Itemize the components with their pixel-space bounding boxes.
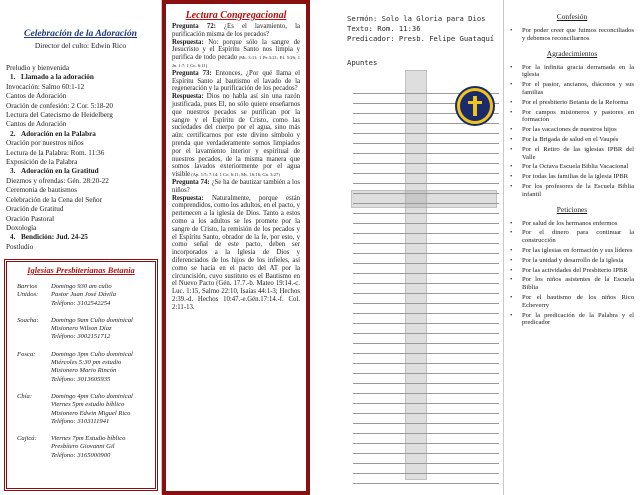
church-detail-line: Pastor Juan José Dávila xyxy=(51,291,117,299)
prayer-sections xyxy=(510,12,634,327)
church-detail-line: Domingo 4pm Culto dominical xyxy=(51,392,133,400)
prayer-item xyxy=(510,99,634,107)
worship-director: Director del culto: Edwin Rico xyxy=(34,41,127,50)
order-item: Invocación: Salmo 60:1-12 xyxy=(6,82,85,91)
order-item: Preludio y bienvenida xyxy=(6,64,70,72)
church-detail-line: Presbítero Giovanni Gil xyxy=(51,443,115,451)
sermon-text: Texto: Rom. 11:36 xyxy=(347,24,421,33)
bullet-icon: • xyxy=(510,126,513,134)
qa-text: ¿Se ha de bautizar también a los niños? xyxy=(172,178,300,194)
prayer-item-text: Por salud de los hermanos enfermos xyxy=(522,219,618,227)
prayer-item-text: Por el Retiro de las iglesias IPBR del Valle xyxy=(522,145,634,161)
qa-paragraph xyxy=(172,93,300,179)
prayer-item xyxy=(510,257,634,265)
church-seal-icon xyxy=(455,86,495,126)
notes-lines xyxy=(353,84,499,488)
order-item: Exposición de la Palabra xyxy=(6,158,78,167)
order-section-heading xyxy=(6,233,155,242)
sermon-info xyxy=(347,14,495,44)
prayer-item-text: Por la unidad y desarrollo de la iglesia xyxy=(522,256,624,264)
qa-text: No: porque sólo la sangre de Jesucristo y el Espíritu Santo nos limpia y purifica de todo pecado xyxy=(172,38,300,62)
bullet-icon: • xyxy=(510,246,513,254)
order-item: Postludio xyxy=(6,242,34,251)
qa-label: Respuesta: xyxy=(172,194,204,202)
churches-title: Iglesias Presbiterianas Betania xyxy=(27,266,135,275)
qa-label: Pregunta 72: xyxy=(172,23,216,30)
church-detail-line: Teléfono: 3013605935 xyxy=(51,375,111,383)
church-place: Chía: xyxy=(17,392,33,400)
church-details xyxy=(51,351,151,384)
prayer-list xyxy=(510,27,634,43)
prayer-item xyxy=(510,220,634,228)
prayer-item-text: Por campos misioneros y pastores en formación xyxy=(522,108,634,124)
qa-paragraph xyxy=(172,70,300,93)
church-entry xyxy=(11,283,151,308)
bullet-icon: • xyxy=(510,81,513,89)
qa-paragraph xyxy=(172,179,300,195)
qa-label: Respuesta: xyxy=(172,93,204,101)
order-item: Oración de Gratitud xyxy=(6,205,64,214)
prayer-item-text: Por el pastor, ancianos, diáconos y sus familias xyxy=(522,81,634,96)
prayer-section-title: Agradecimientos xyxy=(546,48,598,58)
order-item: Doxología xyxy=(6,223,37,232)
qa-paragraph xyxy=(172,39,300,70)
order-item: Lectura de la Palabra: Rom. 11:36 xyxy=(6,148,105,157)
prayer-item-text: Por las vacaciones de nuestros hijos xyxy=(522,126,617,134)
church-details xyxy=(51,283,151,308)
church-place: Barrios Unidos: xyxy=(17,283,39,299)
prayer-item-text: Por el presbiterio Betania de la Reforma xyxy=(522,98,629,106)
church-place: Soacha: xyxy=(17,316,39,324)
bullet-icon: • xyxy=(510,311,513,319)
order-item: Oración por nuestros niños xyxy=(6,139,84,148)
qa-reference: (Mt. 3:11; 1 Pe.3:21; Ef. 5:26; 1 Jn. 1:7; 1 Co. 6:11) xyxy=(172,55,300,68)
prayer-item xyxy=(510,163,634,171)
qa-label: Pregunta 74: xyxy=(172,178,210,186)
order-item: Lectura del Catecismo de Heidelberg xyxy=(6,111,113,120)
order-item: Cantos de Adoración xyxy=(6,92,67,101)
bullet-icon: • xyxy=(510,256,513,264)
prayer-item xyxy=(510,146,634,162)
prayer-item xyxy=(510,109,634,125)
bullet-icon: • xyxy=(510,293,513,301)
prayer-item xyxy=(510,276,634,292)
church-place: Fosca: xyxy=(17,350,36,358)
worship-title: Celebración de la Adoración xyxy=(24,28,137,39)
prayer-item xyxy=(510,229,634,245)
church-place: Cajicá: xyxy=(17,435,37,443)
churches-box xyxy=(4,259,158,491)
order-item: Diezmos y ofrendas: Gén. 28:20-22 xyxy=(6,176,109,185)
sermon-notes-panel xyxy=(333,0,503,495)
prayer-item-text: Por todas las familias de la iglesia IPBR xyxy=(522,173,629,181)
qa-text: Dios no habla así sin una razón justificada, pues El, no sólo quiere enseñarnos que nuestros pecados se purifican por la sangre y el Espíritu de Cristo, como las suciedades del cuerpo por el agua, sino más aún: certificarnos por este divino símbolo y prenda que verdaderamente somos limpiados por el lavamiento interior y espiritual de nuestros pecados, de la misma manera que somos lavados exteriormente por el agua visible xyxy=(172,93,300,179)
prayer-item-text: Por poder creer que fuimos reconciliados y debemos reconciliarnos xyxy=(522,27,634,42)
prayer-item-text: Por los niños asistentes de la Escuela Biblia xyxy=(522,276,634,292)
prayer-panel xyxy=(503,0,640,495)
prayer-item xyxy=(510,136,634,144)
bullet-icon: • xyxy=(510,145,513,153)
prayer-item xyxy=(510,27,634,43)
church-entry xyxy=(11,435,151,460)
bullet-icon: • xyxy=(510,229,513,237)
qa-label: Respuesta: xyxy=(172,38,204,46)
prayer-item xyxy=(510,173,634,181)
prayer-item-text: Por los profesores de la Escuela Biblia infantil xyxy=(522,182,634,198)
church-detail-line: Viernes 7pm Estudio bíblico xyxy=(51,435,126,443)
order-section-number: 4. xyxy=(10,233,16,242)
catechism-qa xyxy=(172,23,300,311)
order-section-heading xyxy=(6,130,155,139)
order-section-label: Llamado a la adoración xyxy=(21,73,94,82)
prayer-item xyxy=(510,312,634,328)
church-detail-line: Domingo 930 am culto xyxy=(51,283,112,290)
prayer-item-text: Por la predicación de la Palabra y el predicador xyxy=(522,311,634,327)
prayer-item xyxy=(510,81,634,97)
bullet-icon: • xyxy=(510,219,513,227)
bullet-icon: • xyxy=(510,108,513,116)
bullet-icon: • xyxy=(510,163,513,171)
bullet-icon: • xyxy=(510,266,513,274)
bullet-icon: • xyxy=(510,98,513,106)
church-entry xyxy=(11,393,151,426)
prayer-section-title: Confesión xyxy=(556,12,588,21)
prayer-item-text: Por la Octava Escuela Biblia Vacacional xyxy=(522,163,629,171)
church-detail-line: Domingo 9am Culto dominical xyxy=(51,316,133,324)
church-list xyxy=(11,283,151,460)
prayer-item xyxy=(510,267,634,275)
qa-text: Naturalmente, porque están comprendidos, como los adultos, en el pacto, y pertenecen a la iglesia de Dios. Tanto a estos como a los adultos se les promete por la sangre de Cristo, la remisión de los pecados y el Espíritu Santo, obrador de la fe, por esto, y como señal de este pacto, deben ser incorporados a la Iglesia de Dios y diferenciados de los hijos de los infieles, así como se hacía en el pacto del AT por la circuncisión, cuyo sustituto es el Bautismo en el Nuevo Pacto (Gén. 17.7.-b. Mateo 19:14.-c. Luc. 1:15, Salmo 22:10, Isaías 44:1-3; Hechos 2:39.-d. Hechos 10:47.-e.Gén.17:14.-f. Col. 2:11-13. xyxy=(172,194,300,311)
congregational-reading-panel xyxy=(162,0,310,495)
prayer-section-title: Peticiones xyxy=(556,204,588,214)
qa-text: Entonces, ¿Por qué llama el Espíritu Santo al bautismo el lavado de la regeneración y la purificación de los pecados? xyxy=(172,69,300,93)
church-details xyxy=(51,317,151,342)
prayer-item xyxy=(510,126,634,134)
bullet-icon: • xyxy=(510,182,513,190)
qa-reference: (Ap. 1:5; 7:14; 1 Co. 6:11; Mc. 16:16; Gá. 3:27) xyxy=(190,172,280,178)
prayer-item-text: Por las actividades del Presbiterio IPBR xyxy=(522,266,628,274)
worship-order-panel xyxy=(0,0,162,495)
order-item: Oración de confesión: 2 Cor. 5:18-20 xyxy=(6,101,113,110)
bullet-icon: • xyxy=(510,276,513,284)
prayer-item-text: Por la infinita gracia derramada en la iglesia xyxy=(522,63,634,79)
church-detail-line: Domingo 3pm Culto dominical xyxy=(51,350,133,358)
order-item: Oración Pastoral xyxy=(6,214,55,223)
prayer-list xyxy=(510,64,634,199)
prayer-item-text: Por la Brigada de salud en el Vaupés xyxy=(522,135,619,143)
prayer-item-text: Por el dinero para continuar la construcción xyxy=(522,229,634,245)
church-detail-line: Misionero Wilson Díaz xyxy=(51,325,112,333)
church-detail-line: Teléfono: 3165000900 xyxy=(51,451,111,459)
order-section-heading xyxy=(6,73,155,82)
church-details xyxy=(51,393,151,426)
bullet-icon: • xyxy=(510,135,513,143)
church-detail-line: Viernes 5pm estudio bíblico xyxy=(51,401,125,409)
sermon-title: Sermón: Solo la Gloria para Dios xyxy=(347,14,486,23)
order-item: Cantos de Adoración xyxy=(6,120,67,129)
church-detail-line: Teléfono: 3002151712 xyxy=(51,333,111,341)
bullet-icon: • xyxy=(510,63,513,71)
reading-title: Lectura Congregacional xyxy=(185,10,287,21)
church-detail-line: Misionero Edwin Miguel Rico xyxy=(51,409,131,417)
order-section-label: Bendición: Jud. 24-25 xyxy=(21,233,88,242)
qa-label: Pregunta 73: xyxy=(172,69,212,77)
church-detail-line: Misionero Mario Rincón xyxy=(51,367,117,375)
church-detail-line: Teléfono: 3103111941 xyxy=(51,417,110,425)
church-entry xyxy=(11,317,151,342)
qa-paragraph xyxy=(172,195,300,312)
order-section-number: 1. xyxy=(10,73,16,82)
bullet-icon: • xyxy=(510,173,513,181)
prayer-item xyxy=(510,247,634,255)
order-item: Celebración de la Cena del Señor xyxy=(6,195,102,204)
order-section-number: 2. xyxy=(10,129,16,138)
church-details xyxy=(51,435,151,460)
prayer-item-text: Por el bautismo de los niños Rico Echeverry xyxy=(522,293,634,309)
prayer-item xyxy=(510,64,634,80)
qa-text: ¿Es el lavamiento, la purificación misma de los pecados? xyxy=(172,23,300,38)
order-item: Ceremonia de bautismos xyxy=(6,186,78,195)
church-detail-line: Miércoles 5:30 pm estudio xyxy=(51,359,122,367)
order-section-number: 3. xyxy=(10,167,16,176)
church-entry xyxy=(11,351,151,384)
church-detail-line: Teléfono: 3102542254 xyxy=(51,299,111,307)
prayer-item-text: Por las iglesias en formación y sus líderes xyxy=(522,246,633,254)
prayer-list xyxy=(510,220,634,328)
qa-paragraph xyxy=(172,23,300,39)
notes-label: Apuntes xyxy=(347,58,378,67)
bullet-icon: • xyxy=(510,27,513,34)
sermon-preacher: Predicador: Presb. Felipe Guataquí xyxy=(347,34,495,43)
order-section-heading xyxy=(6,167,155,176)
order-section-label: Adoración en la Gratitud xyxy=(21,167,99,176)
prayer-item xyxy=(510,183,634,199)
order-section-label: Adoración en la Palabra xyxy=(21,129,96,138)
prayer-item xyxy=(510,294,634,310)
worship-order-list xyxy=(6,64,155,252)
